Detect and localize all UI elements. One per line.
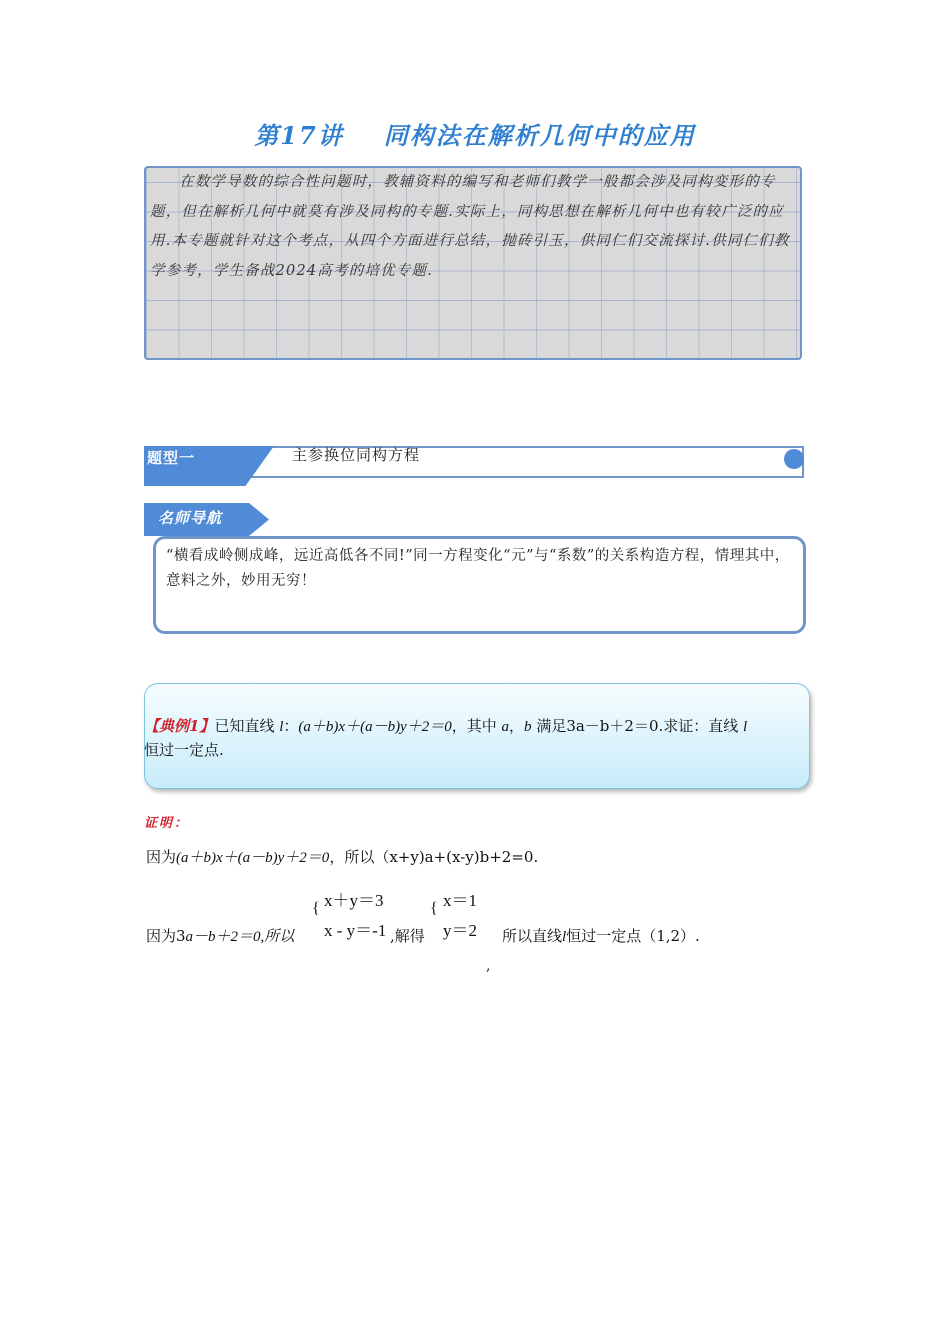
proof-line2-prefix: 因为3 <box>146 927 186 945</box>
example-var-a: a <box>501 719 510 735</box>
example-var-l2: l <box>743 719 748 735</box>
proof-line-2 <box>146 925 294 946</box>
example-var-b: b <box>524 719 532 735</box>
circle-icon <box>784 449 804 469</box>
proof-line1-suffix: ，所以（x+y)a+(x-y)b+2=0. <box>329 848 539 866</box>
guide-text: “横看成岭侧成峰，远近高低各不同!”同一方程变化“元”与“系数”的关系构造方程，情理其中，意料之外，妙用无穷！ <box>166 548 790 589</box>
example-text-a: 已知直线 <box>214 717 275 735</box>
system2-equation-2: y＝2 <box>443 921 477 940</box>
type-section-tag-label: 题型一 <box>147 449 196 467</box>
type-section-name: 主参换位同构方程 <box>292 446 421 464</box>
proof-label: 证明： <box>144 816 190 831</box>
example-text-c: ，其中 <box>451 717 497 735</box>
left-brace-icon: { <box>312 900 320 917</box>
intro-text: 在数学导数的综合性问题时，教辅资料的编写和老师们教学一般都会涉及同构变形的专题，但在解析几何中就莫有涉及同构的专题.实际上，同构思想在解析几何中也有较广泛的应用.本专题就针对这个考点，从四个方面进行总结，抛砖引玉，供同仁们交流探讨.供同仁们教学参考，学生备战2024高考的培优专题. <box>150 174 790 279</box>
proof-line2-condition: a－b＋2＝0,所以 <box>185 929 295 945</box>
intro-box <box>144 166 802 360</box>
example-expression: (a＋b)x＋(a－b)y＋2＝0 <box>298 719 452 735</box>
lecture-number: 第17讲 <box>254 121 344 150</box>
conclusion-text-a: 所以直线 <box>502 927 563 945</box>
page-title <box>0 116 950 151</box>
example-label: 【典例1】 <box>144 717 215 735</box>
stray-comma: , <box>486 958 491 974</box>
proof-line1-expression: (a＋b)x＋(a－b)y＋2＝0 <box>176 850 330 866</box>
example-text-e: 恒过一定点. <box>144 741 224 759</box>
system2-equation-1: x＝1 <box>443 891 477 910</box>
guide-tag-label: 名师导航 <box>158 509 223 527</box>
conclusion-var-l: l <box>562 929 567 945</box>
example-var-l: l <box>279 719 284 735</box>
conclusion-text-b: 恒过一定点（1,2）. <box>566 927 700 945</box>
system1-equation-2: x - y＝-1 <box>324 921 387 940</box>
solve-text: ,解得 <box>390 927 425 945</box>
example-text: 【典例1】已知直线 l：(a＋b)x＋(a－b)y＋2＝0，其中 a，b 满足3a－b＋2＝0.求证：直线 l 恒过一定点. <box>144 717 748 759</box>
proof-line-1 <box>146 846 538 867</box>
example-text-d: 满足3a－b＋2＝0.求证：直线 <box>536 717 739 735</box>
left-brace-icon-2: { <box>430 900 438 917</box>
proof-conclusion <box>502 925 700 946</box>
system1-equation-1: x＋y＝3 <box>324 891 384 910</box>
proof-line1-prefix: 因为 <box>146 848 177 866</box>
lecture-topic: 同构法在解析几何中的应用 <box>383 121 696 150</box>
